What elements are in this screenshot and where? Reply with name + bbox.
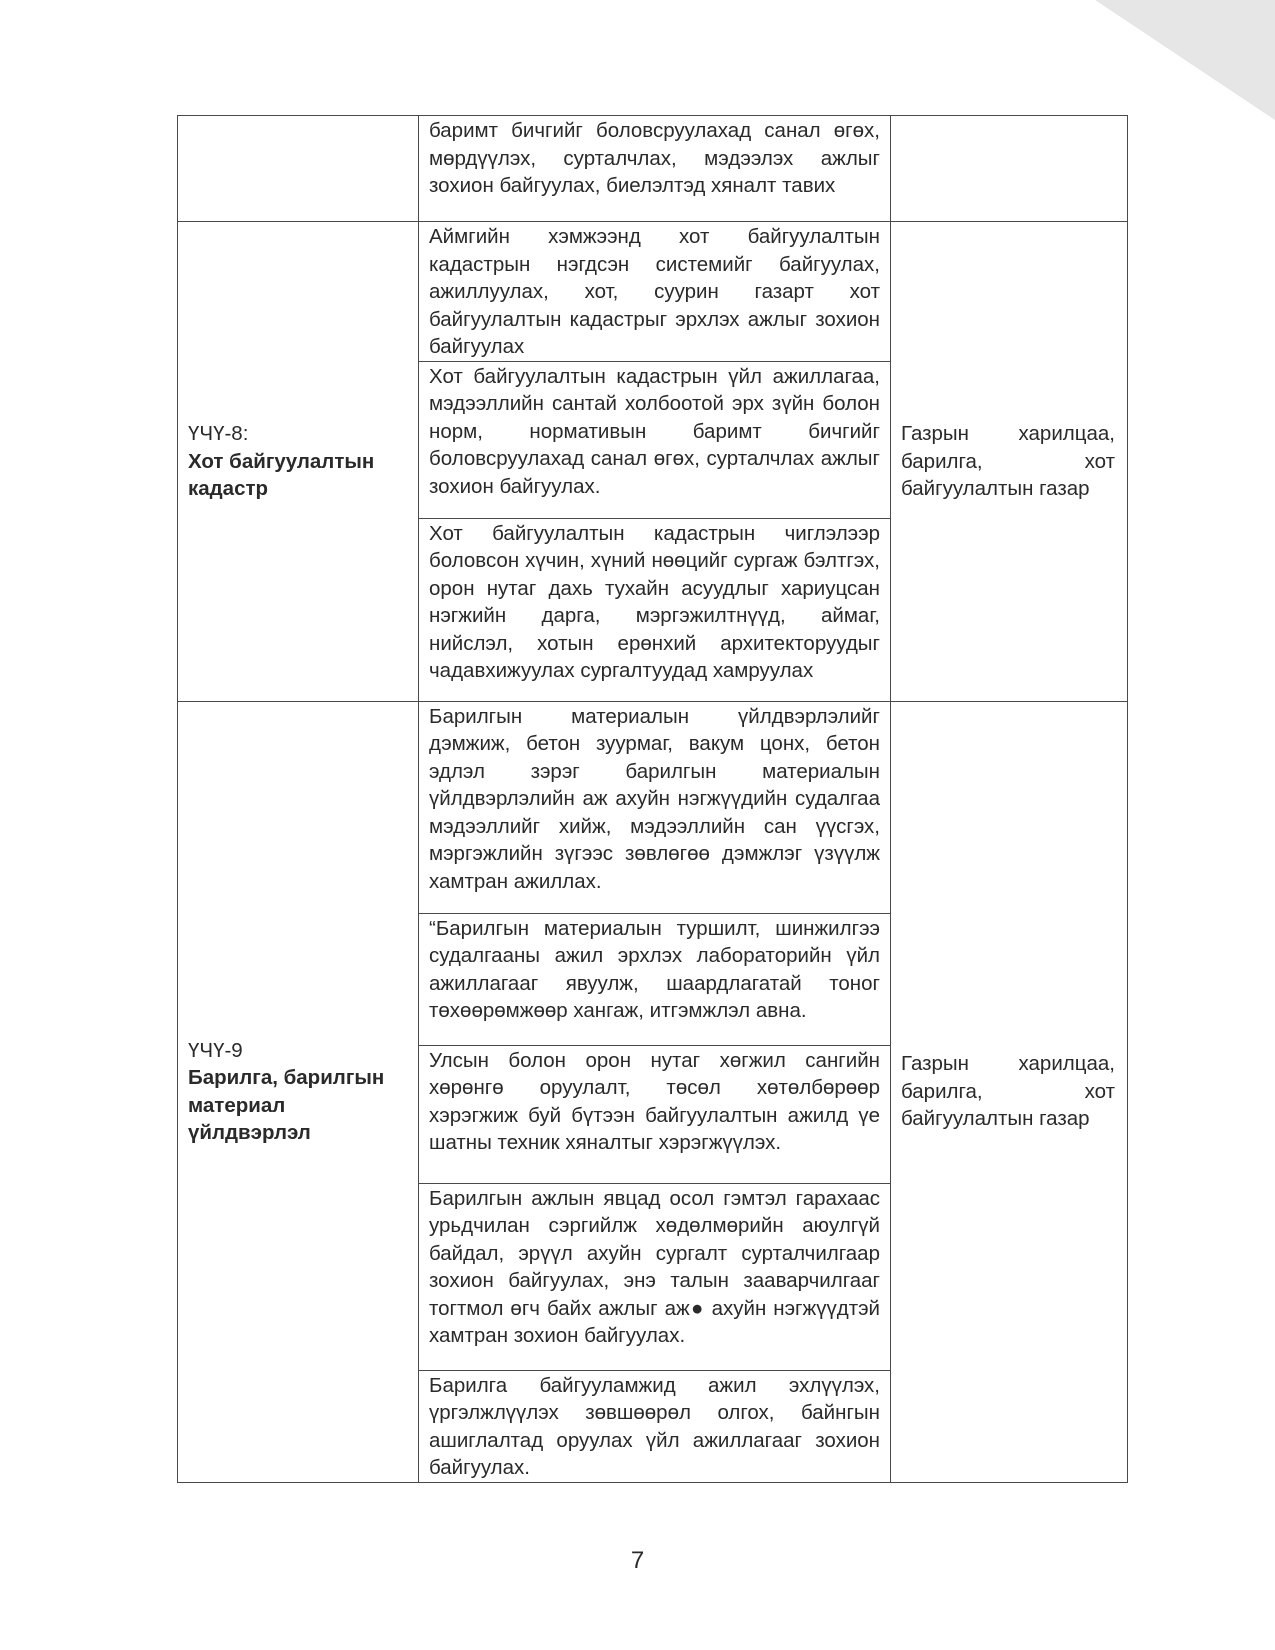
task-cell: Аймгийн хэмжээнд хот байгуулалтын кадастрын нэгдсэн системийг байгуулах, ажиллуулах, хот, суурин газарт хот байгуулалтын кадастрыг эрхлэх ажлыг зохион байгуулах [419, 222, 891, 362]
task-cell: Хот байгуулалтын кадастрын үйл ажиллагаа, мэдээллийн сантай холбоотой эрх зүйн болон норм, нормативын баримт бичгийг боловсруулахад санал өгөх, сурталчлах ажлыг зохион байгуулах. [419, 361, 891, 518]
responsible-cell: Газрын харилцаа, барилга, хот байгуулалтын газар [891, 701, 1128, 1482]
table-row [178, 701, 1128, 913]
table-row [178, 116, 1128, 222]
group-code: ҮЧҮ-8: [188, 422, 249, 445]
task-cell: Барилга байгууламжид ажил эхлүүлэх, үргэлжлүүлэх зөвшөөрөл олгох, байнгын ашиглалтад оруулах үйл ажиллагааг зохион байгуулах. [419, 1370, 891, 1482]
table-row [178, 222, 1128, 362]
group-code: ҮЧҮ-9 [188, 1038, 243, 1062]
group-label-cell [178, 222, 419, 702]
task-cell: Улсын болон орон нутаг хөгжил сангийн хөрөнгө оруулалт, төсөл хөтөлбөрөөр хэрэгжиж буй бүтээн байгуулалтын ажилд үе шатны техник хяналтыг хэрэгжүүлэх. [419, 1045, 891, 1183]
activity-table [177, 115, 1128, 1483]
page-number: 7 [630, 1547, 645, 1574]
responsible-cell: Газрын харилцаа, барилга, хот байгуулалтын газар [891, 222, 1128, 702]
group-title: Барилга, барилгын материал үйлдвэрлэл [188, 1066, 385, 1144]
task-cell: баримт бичгийг боловсруулахад санал өгөх, мөрдүүлэх, сурталчлах, мэдээлэх ажлыг зохион байгуулах, биелэлтэд хяналт тавих [419, 116, 891, 222]
group-title: Хот байгуулалтын кадастр [188, 449, 375, 500]
task-cell: “Барилгын материалын туршилт, шинжилгээ судалгааны ажил эрхлэх лабораторийн үйл ажиллагааг явуулж, шаардлагатай тоног төхөөрөмжөөр хангаж, итгэмжлэл авна. [419, 913, 891, 1045]
task-cell: Барилгын ажлын явцад осол гэмтэл гарахаас урьдчилан сэргийлж хөдөлмөрийн аюулгүй байдал, эрүүл ахуйн сургалт сурталчилгаар зохион байгуулах, энэ талын зааварчилгааг тогтмол өгч байх ажлыг аж● ахуйн нэгжүүдтэй хамтран зохион байгуулах. [419, 1183, 891, 1370]
task-cell: Барилгын материалын үйлдвэрлэлийг дэмжиж, бетон зуурмаг, вакум цонх, бетон эдлэл зэрэг барилгын материалын үйлдвэрлэлийн аж ахуйн нэгжүүдийн судалгаа мэдээллийг хийж, мэдээллийн сан үүсгэх, мэргэжлийн зүгээс зөвлөгөө дэмжлэг үзүүлж хамтран ажиллах. [419, 701, 891, 913]
group-label-cell [178, 701, 419, 1482]
empty-label-cell [178, 116, 419, 222]
page-corner-fold [1095, 0, 1275, 120]
task-cell: Хот байгуулалтын кадастрын чиглэлээр боловсон хүчин, хүний нөөцийг сургаж бэлтгэх, орон нутаг дахь тухайн асуудлыг хариуцсан нэгжийн дарга, мэргэжилтнүүд, аймаг, нийслэл, хотын ерөнхий архитекторуудыг чадавхижуулах сургалтуудад хамруулах [419, 518, 891, 701]
empty-responsible-cell [891, 116, 1128, 222]
